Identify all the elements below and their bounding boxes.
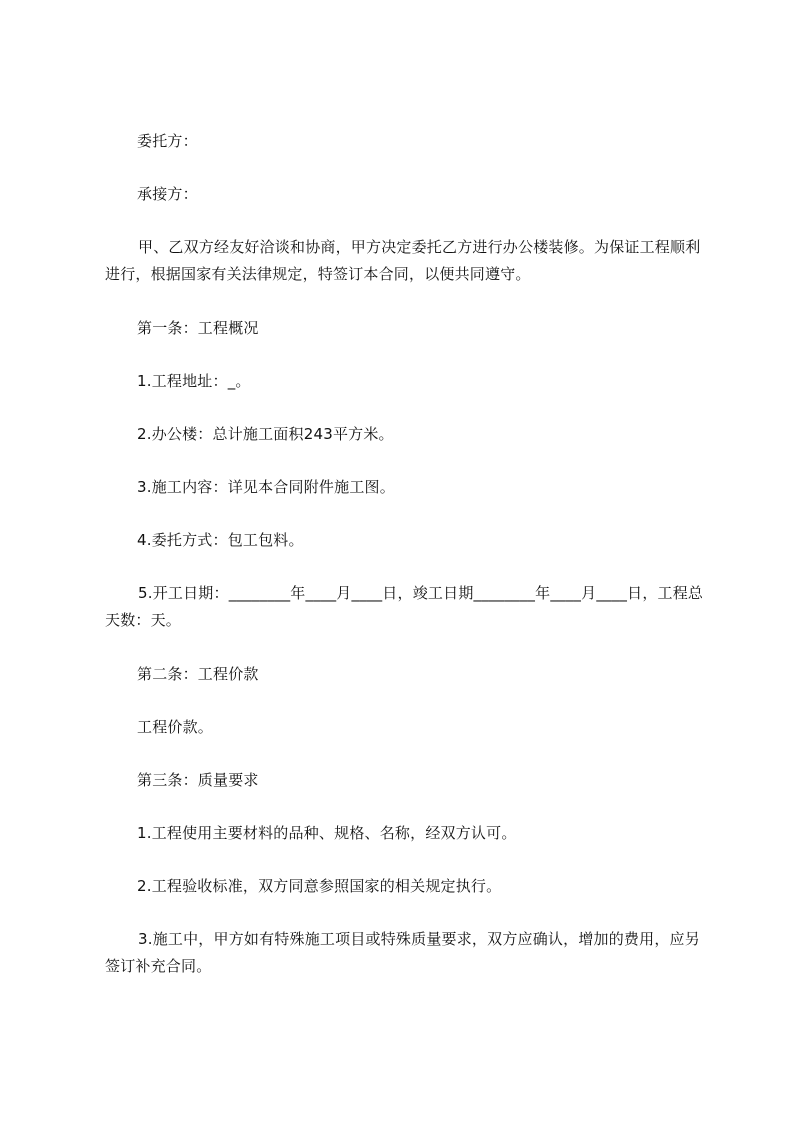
article-2-item: 工程价款。 (137, 718, 214, 736)
article-1-item-3: 3.施工内容：详见本合同附件施工图。 (137, 478, 395, 496)
article-1-item-4: 4.委托方式：包工包料。 (137, 531, 304, 549)
client-line: 委托方： (137, 132, 198, 150)
article-1-item-2: 2.办公楼：总计施工面积243平方米。 (137, 425, 394, 443)
article-3-item-3: 3.施工中，甲方如有特殊施工项目或特殊质量要求，双方应确认，增加的费用，应另签订补充合同。 (105, 930, 700, 975)
article-3-heading: 第三条：质量要求 (137, 771, 259, 789)
article-3-item-2: 2.工程验收标准，双方同意参照国家的相关规定执行。 (137, 877, 502, 895)
article-3-item-1: 1.工程使用主要材料的品种、规格、名称，经双方认可。 (137, 824, 517, 842)
article-1-item-5: 5.开工日期：________年____月____日，竣工日期________年____月____日，工程总天数：天。 (105, 584, 704, 629)
article-2-heading: 第二条：工程价款 (137, 665, 259, 683)
preamble-paragraph: 甲、乙双方经友好洽谈和协商，甲方决定委托乙方进行办公楼装修。为保证工程顺利进行，根据国家有关法律规定，特签订本合同，以便共同遵守。 (105, 238, 701, 283)
contractor-line: 承接方： (137, 185, 198, 203)
article-1-heading: 第一条：工程概况 (137, 319, 259, 337)
article-1-item-1: 1.工程地址：_。 (137, 372, 251, 390)
